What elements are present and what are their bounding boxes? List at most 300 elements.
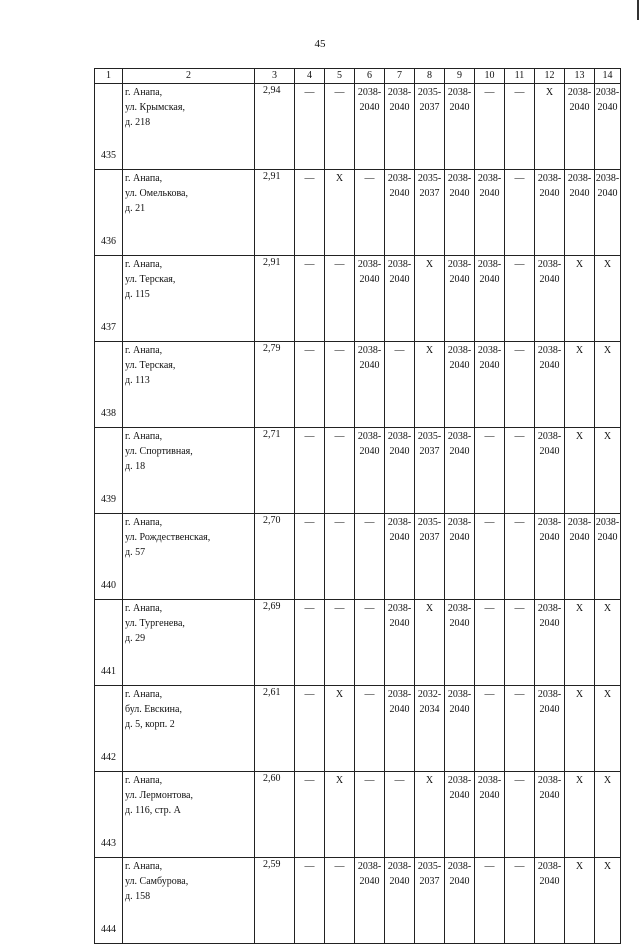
schedule-cell-col-7	[385, 256, 415, 342]
address-line: ул. Омелькова,	[125, 188, 188, 199]
cell-text: —	[364, 603, 375, 614]
schedule-cell-col-4	[295, 858, 325, 944]
cell-text: 2040	[449, 446, 470, 457]
cell-text: 2040	[449, 618, 470, 629]
table-row	[95, 256, 621, 342]
cell-text: 2040	[449, 790, 470, 801]
cell-text: 2038-	[595, 173, 620, 184]
schedule-cell-col-10	[475, 342, 505, 428]
area-value: 2,60	[255, 772, 295, 858]
cell-text: 2037	[419, 532, 440, 543]
cell-text: 2040	[539, 876, 560, 887]
cell-text: 2040	[449, 360, 470, 371]
schedule-cell-col-4	[295, 342, 325, 428]
schedule-cell-col-11	[505, 84, 535, 170]
cell-text: X	[603, 259, 612, 270]
cell-text: —	[304, 345, 315, 356]
cell-text: —	[484, 861, 495, 872]
table-row	[95, 84, 621, 170]
cell-text: —	[334, 87, 345, 98]
schedule-cell-col-6	[355, 600, 385, 686]
cell-text: 2035-	[417, 861, 442, 872]
column-header-1: 1	[95, 69, 123, 84]
address-cell	[123, 600, 255, 686]
schedule-cell-col-7	[385, 342, 415, 428]
cell-text: —	[484, 689, 495, 700]
cell-text: 2040	[449, 188, 470, 199]
cell-text: 2038-	[447, 87, 472, 98]
schedule-cell-col-6	[355, 772, 385, 858]
cell-text: 2040	[569, 102, 590, 113]
schedule-cell-col-10	[475, 428, 505, 514]
area-value: 2,91	[255, 256, 295, 342]
schedule-cell-col-8	[415, 342, 445, 428]
schedule-cell-col-8	[415, 84, 445, 170]
address-line: г. Анапа,	[125, 689, 163, 700]
cell-text: 2040	[389, 446, 410, 457]
schedule-cell-col-7	[385, 858, 415, 944]
schedule-cell-col-5	[325, 858, 355, 944]
cell-text: 2038-	[357, 431, 382, 442]
row-number: 437	[95, 256, 123, 342]
table-row	[95, 428, 621, 514]
row-number: 436	[95, 170, 123, 256]
schedule-cell-col-6	[355, 686, 385, 772]
cell-text: 2040	[539, 188, 560, 199]
cell-text: 2040	[449, 102, 470, 113]
cell-text: 2038-	[537, 603, 562, 614]
cell-text: X	[575, 775, 584, 786]
schedule-cell-col-9	[445, 256, 475, 342]
column-header-3: 3	[255, 69, 295, 84]
row-number: 435	[95, 84, 123, 170]
cell-text: 2040	[539, 704, 560, 715]
cell-text: 2038-	[567, 517, 592, 528]
schedule-cell-col-14	[595, 600, 621, 686]
cell-text: X	[575, 259, 584, 270]
page-edge-mark	[637, 0, 639, 20]
schedule-cell-col-10	[475, 772, 505, 858]
schedule-cell-col-5	[325, 772, 355, 858]
cell-text: X	[335, 775, 344, 786]
cell-text: —	[334, 861, 345, 872]
area-value: 2,91	[255, 170, 295, 256]
cell-text: X	[575, 345, 584, 356]
schedule-cell-col-7	[385, 772, 415, 858]
cell-text: 2037	[419, 102, 440, 113]
schedule-cell-col-7	[385, 600, 415, 686]
schedule-cell-col-9	[445, 428, 475, 514]
schedule-cell-col-12	[535, 428, 565, 514]
schedule-cell-col-4	[295, 84, 325, 170]
cell-text: 2038-	[387, 173, 412, 184]
cell-text: —	[304, 775, 315, 786]
cell-text: 2040	[449, 274, 470, 285]
cell-text: X	[545, 87, 554, 98]
cell-text: —	[394, 345, 405, 356]
schedule-cell-col-4	[295, 514, 325, 600]
schedule-cell-col-6	[355, 428, 385, 514]
cell-text: 2040	[539, 618, 560, 629]
address-line: д. 113	[125, 375, 150, 386]
cell-text: —	[304, 861, 315, 872]
cell-text: 2038-	[387, 861, 412, 872]
page-number: 45	[314, 38, 326, 50]
cell-text: X	[575, 431, 584, 442]
schedule-cell-col-10	[475, 84, 505, 170]
address-line: ул. Терская,	[125, 274, 176, 285]
schedule-cell-col-13	[565, 514, 595, 600]
schedule-cell-col-12	[535, 600, 565, 686]
cell-text: 2040	[479, 360, 500, 371]
schedule-cell-col-9	[445, 514, 475, 600]
cell-text: 2038-	[447, 861, 472, 872]
schedule-cell-col-11	[505, 600, 535, 686]
schedule-cell-col-12	[535, 686, 565, 772]
cell-text: 2038-	[537, 775, 562, 786]
schedule-cell-col-13	[565, 686, 595, 772]
address-line: г. Анапа,	[125, 517, 163, 528]
cell-text: 2040	[539, 360, 560, 371]
schedule-cell-col-4	[295, 686, 325, 772]
table-row	[95, 514, 621, 600]
schedule-cell-col-8	[415, 600, 445, 686]
cell-text: 2038-	[595, 87, 620, 98]
schedule-cell-col-9	[445, 772, 475, 858]
cell-text: 2037	[419, 446, 440, 457]
table-row	[95, 772, 621, 858]
cell-text: 2040	[597, 188, 618, 199]
cell-text: X	[575, 861, 584, 872]
address-line: д. 5, корп. 2	[125, 719, 175, 730]
schedule-cell-col-8	[415, 256, 445, 342]
cell-text: —	[334, 603, 345, 614]
cell-text: 2038-	[537, 259, 562, 270]
schedule-cell-col-11	[505, 256, 535, 342]
cell-text: 2040	[569, 188, 590, 199]
cell-text: 2040	[389, 274, 410, 285]
cell-text: 2038-	[447, 345, 472, 356]
address-line: ул. Лермонтова,	[125, 790, 193, 801]
schedule-cell-col-11	[505, 342, 535, 428]
cell-text: 2040	[359, 446, 380, 457]
schedule-cell-col-8	[415, 514, 445, 600]
cell-text: 2038-	[477, 775, 502, 786]
cell-text: 2038-	[567, 173, 592, 184]
cell-text: 2037	[419, 876, 440, 887]
address-line: ул. Крымская,	[125, 102, 185, 113]
cell-text: 2040	[479, 274, 500, 285]
cell-text: —	[334, 345, 345, 356]
cell-text: X	[603, 345, 612, 356]
cell-text: —	[304, 173, 315, 184]
schedule-cell-col-12	[535, 514, 565, 600]
cell-text: 2038-	[537, 345, 562, 356]
table-row	[95, 686, 621, 772]
cell-text: 2038-	[387, 431, 412, 442]
cell-text: 2038-	[387, 517, 412, 528]
cell-text: —	[484, 517, 495, 528]
schedule-cell-col-9	[445, 858, 475, 944]
schedule-cell-col-12	[535, 84, 565, 170]
schedule-cell-col-14	[595, 514, 621, 600]
address-cell	[123, 428, 255, 514]
cell-text: 2040	[359, 274, 380, 285]
cell-text: —	[304, 603, 315, 614]
cell-text: —	[514, 173, 525, 184]
row-number: 441	[95, 600, 123, 686]
cell-text: 2040	[359, 102, 380, 113]
cell-text: —	[514, 861, 525, 872]
schedule-cell-col-7	[385, 514, 415, 600]
table-row	[95, 600, 621, 686]
cell-text: 2038-	[357, 861, 382, 872]
address-line: д. 115	[125, 289, 150, 300]
schedule-cell-col-8	[415, 858, 445, 944]
cell-text: —	[394, 775, 405, 786]
schedule-cell-col-6	[355, 170, 385, 256]
address-line: г. Анапа,	[125, 431, 163, 442]
schedule-cell-col-14	[595, 256, 621, 342]
cell-text: 2040	[597, 532, 618, 543]
area-value: 2,61	[255, 686, 295, 772]
address-line: д. 21	[125, 203, 146, 214]
cell-text: 2038-	[447, 259, 472, 270]
schedule-cell-col-13	[565, 428, 595, 514]
schedule-cell-col-13	[565, 772, 595, 858]
area-value: 2,69	[255, 600, 295, 686]
address-line: д. 29	[125, 633, 146, 644]
schedule-cell-col-4	[295, 600, 325, 686]
schedule-cell-col-14	[595, 772, 621, 858]
schedule-cell-col-5	[325, 428, 355, 514]
cell-text: —	[304, 689, 315, 700]
schedule-cell-col-13	[565, 342, 595, 428]
column-header-7: 7	[385, 69, 415, 84]
cell-text: 2040	[359, 876, 380, 887]
cell-text: —	[364, 517, 375, 528]
cell-text: —	[334, 259, 345, 270]
row-number: 442	[95, 686, 123, 772]
address-cell	[123, 514, 255, 600]
table-row	[95, 170, 621, 256]
cell-text: —	[484, 603, 495, 614]
address-cell	[123, 170, 255, 256]
cell-text: 2038-	[447, 517, 472, 528]
address-line: г. Анапа,	[125, 173, 163, 184]
schedule-cell-col-11	[505, 858, 535, 944]
cell-text: 2038-	[477, 173, 502, 184]
schedule-cell-col-14	[595, 84, 621, 170]
row-number: 444	[95, 858, 123, 944]
schedule-cell-col-11	[505, 170, 535, 256]
cell-text: 2032-	[417, 689, 442, 700]
schedule-cell-col-10	[475, 256, 505, 342]
cell-text: X	[603, 603, 612, 614]
schedule-cell-col-12	[535, 772, 565, 858]
schedule-cell-col-12	[535, 256, 565, 342]
schedule-cell-col-13	[565, 858, 595, 944]
area-value: 2,94	[255, 84, 295, 170]
cell-text: 2040	[539, 790, 560, 801]
column-header-5: 5	[325, 69, 355, 84]
schedule-cell-col-9	[445, 600, 475, 686]
schedule-cell-col-6	[355, 84, 385, 170]
cell-text: X	[603, 689, 612, 700]
schedule-cell-col-7	[385, 686, 415, 772]
cell-text: 2035-	[417, 87, 442, 98]
schedule-cell-col-5	[325, 600, 355, 686]
schedule-cell-col-12	[535, 170, 565, 256]
cell-text: 2040	[539, 274, 560, 285]
cell-text: 2038-	[447, 689, 472, 700]
table-row	[95, 858, 621, 944]
address-line: д. 158	[125, 891, 151, 902]
schedule-cell-col-5	[325, 84, 355, 170]
schedule-cell-col-14	[595, 428, 621, 514]
schedule-cell-col-11	[505, 428, 535, 514]
cell-text: 2038-	[357, 345, 382, 356]
schedule-cell-col-7	[385, 170, 415, 256]
column-header-2: 2	[123, 69, 255, 84]
cell-text: —	[364, 173, 375, 184]
cell-text: X	[603, 431, 612, 442]
schedule-cell-col-8	[415, 686, 445, 772]
schedule-cell-col-5	[325, 514, 355, 600]
cell-text: X	[603, 775, 612, 786]
column-header-10: 10	[475, 69, 505, 84]
address-cell	[123, 858, 255, 944]
cell-text: 2038-	[447, 775, 472, 786]
cell-text: X	[425, 345, 434, 356]
cell-text: 2040	[389, 102, 410, 113]
cell-text: 2040	[479, 790, 500, 801]
cell-text: —	[304, 259, 315, 270]
cell-text: 2038-	[537, 173, 562, 184]
address-line: ул. Самбурова,	[125, 876, 189, 887]
cell-text: 2035-	[417, 517, 442, 528]
address-cell	[123, 84, 255, 170]
table-row	[95, 342, 621, 428]
cell-text: 2038-	[537, 689, 562, 700]
cell-text: 2038-	[357, 259, 382, 270]
cell-text: X	[425, 603, 434, 614]
cell-text: 2038-	[537, 517, 562, 528]
schedule-cell-col-5	[325, 686, 355, 772]
cell-text: X	[335, 173, 344, 184]
address-line: ул. Тургенева,	[125, 618, 185, 629]
address-line: г. Анапа,	[125, 345, 163, 356]
address-line: д. 116, стр. А	[125, 805, 181, 816]
cell-text: —	[514, 431, 525, 442]
cell-text: 2038-	[537, 431, 562, 442]
schedule-cell-col-8	[415, 772, 445, 858]
cell-text: 2040	[389, 188, 410, 199]
schedule-cell-col-12	[535, 342, 565, 428]
address-line: д. 57	[125, 547, 146, 558]
address-line: г. Анапа,	[125, 775, 163, 786]
column-header-8: 8	[415, 69, 445, 84]
column-header-6: 6	[355, 69, 385, 84]
cell-text: 2040	[539, 446, 560, 457]
address-line: г. Анапа,	[125, 861, 163, 872]
address-line: ул. Терская,	[125, 360, 176, 371]
address-line: ул. Спортивная,	[125, 446, 193, 457]
cell-text: —	[514, 345, 525, 356]
schedule-cell-col-13	[565, 170, 595, 256]
address-line: д. 18	[125, 461, 146, 472]
address-line: д. 218	[125, 117, 151, 128]
cell-text: —	[514, 259, 525, 270]
cell-text: 2038-	[387, 689, 412, 700]
address-cell	[123, 256, 255, 342]
area-value: 2,79	[255, 342, 295, 428]
schedule-cell-col-9	[445, 686, 475, 772]
cell-text: —	[484, 431, 495, 442]
column-header-12: 12	[535, 69, 565, 84]
cell-text: 2040	[389, 532, 410, 543]
row-number: 438	[95, 342, 123, 428]
schedule-cell-col-11	[505, 514, 535, 600]
schedule-cell-col-14	[595, 170, 621, 256]
schedule-cell-col-13	[565, 600, 595, 686]
schedule-cell-col-5	[325, 256, 355, 342]
cell-text: X	[425, 775, 434, 786]
cell-text: 2038-	[387, 603, 412, 614]
cell-text: 2040	[569, 532, 590, 543]
schedule-cell-col-10	[475, 514, 505, 600]
cell-text: 2038-	[595, 517, 620, 528]
cell-text: —	[514, 775, 525, 786]
address-line: г. Анапа,	[125, 87, 163, 98]
address-line: бул. Евскина,	[125, 704, 182, 715]
cell-text: X	[335, 689, 344, 700]
cell-text: —	[484, 87, 495, 98]
cell-text: 2038-	[447, 431, 472, 442]
cell-text: 2035-	[417, 431, 442, 442]
schedule-cell-col-4	[295, 772, 325, 858]
area-value: 2,70	[255, 514, 295, 600]
cell-text: —	[514, 87, 525, 98]
row-number: 443	[95, 772, 123, 858]
schedule-cell-col-4	[295, 256, 325, 342]
cell-text: 2038-	[387, 259, 412, 270]
address-line: ул. Рождественская,	[125, 532, 211, 543]
cell-text: 2040	[597, 102, 618, 113]
schedule-cell-col-8	[415, 428, 445, 514]
row-number: 440	[95, 514, 123, 600]
address-line: г. Анапа,	[125, 259, 163, 270]
cell-text: X	[425, 259, 434, 270]
schedule-cell-col-7	[385, 84, 415, 170]
cell-text: 2040	[539, 532, 560, 543]
column-header-9: 9	[445, 69, 475, 84]
cell-text: —	[334, 517, 345, 528]
cell-text: X	[575, 603, 584, 614]
schedule-cell-col-14	[595, 342, 621, 428]
area-value: 2,71	[255, 428, 295, 514]
cell-text: X	[603, 861, 612, 872]
address-cell	[123, 686, 255, 772]
schedule-cell-col-6	[355, 256, 385, 342]
schedule-cell-col-10	[475, 858, 505, 944]
cell-text: 2040	[449, 532, 470, 543]
cell-text: 2040	[359, 360, 380, 371]
address-cell	[123, 772, 255, 858]
cell-text: 2040	[479, 188, 500, 199]
cell-text: —	[514, 689, 525, 700]
cell-text: X	[575, 689, 584, 700]
